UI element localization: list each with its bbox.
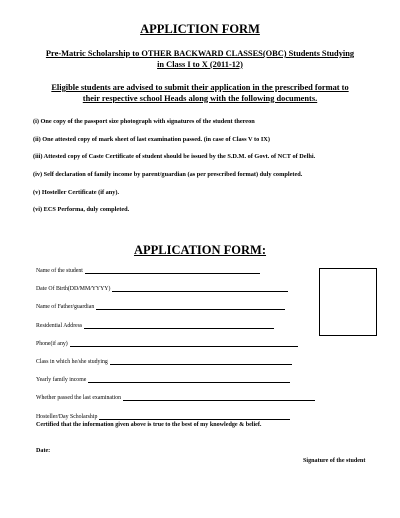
last-exam-line[interactable] xyxy=(123,394,315,401)
field-label: Whether passed the last examination xyxy=(36,395,121,402)
field-family-income xyxy=(36,374,306,383)
family-income-line[interactable] xyxy=(88,376,290,383)
field-student-name xyxy=(36,265,306,274)
instruction-line-1: Eligible students are advised to submit their application in the prescribed format to xyxy=(51,83,349,92)
field-father-guardian xyxy=(36,301,306,310)
scheme-heading xyxy=(30,49,370,70)
field-last-exam xyxy=(36,392,306,401)
signature-label: Signature of the student xyxy=(303,458,366,464)
field-hosteller-day-scholar xyxy=(36,411,306,420)
scheme-heading-line-1: Pre-Matric Scholarship to OTHER BACKWARD CLASSES(OBC) Students Studying xyxy=(45,49,355,58)
phone-line[interactable] xyxy=(70,340,298,347)
page-title: APPLICTION FORM xyxy=(140,22,260,36)
document-item-2: (ii) One attested copy of mark sheet of last examination passed. (in case of Class V to IX) xyxy=(33,135,270,143)
form-fields xyxy=(36,265,306,429)
father-guardian-line[interactable] xyxy=(96,303,285,310)
field-label: Yearly family income xyxy=(36,377,87,384)
scheme-heading-line-2: in Class I to X (2011-12) xyxy=(157,59,243,69)
photo-box xyxy=(319,268,377,336)
document-item-1: (i) One copy of the passport size photograph with signatures of the student thereon xyxy=(33,118,255,125)
date-of-birth-line[interactable] xyxy=(112,285,288,292)
hosteller-day-scholar-line[interactable] xyxy=(99,413,290,420)
date-label: Date: xyxy=(36,448,51,454)
instruction-heading xyxy=(30,83,370,104)
document-item-3: (iii) Attested copy of Caste Certificate of student should be issued by the S.D.M. of Govt. of NCT of Delhi. xyxy=(33,153,316,161)
document-item-6: (vi) ECS Performa, duly completed. xyxy=(33,206,130,214)
field-label: Phone(if any) xyxy=(36,340,68,347)
document-item-5: (v) Hosteller Certificate (if any). xyxy=(33,188,120,196)
field-class xyxy=(36,356,306,365)
field-label: Residential Address xyxy=(36,322,83,329)
field-phone xyxy=(36,338,306,347)
form-title: APPLICATION FORM: xyxy=(133,243,267,257)
certification-statement: Certified that the information given above is true to the best of my knowledge & belief. xyxy=(36,422,262,428)
field-label: Name of the student xyxy=(36,268,83,274)
class-line[interactable] xyxy=(110,358,292,365)
field-date-of-birth xyxy=(36,283,306,292)
residential-address-line[interactable] xyxy=(84,322,274,329)
field-residential-address xyxy=(36,320,306,329)
instruction-line-2: their respective school Heads along with the following documents. xyxy=(82,93,318,103)
field-label: Date Of Birth(DD/MM/YYYY) xyxy=(36,286,111,293)
field-label: Hosteller/Day Scholarship xyxy=(36,413,98,420)
field-label: Class in which he/she studying xyxy=(36,358,108,365)
field-label: Name of Father/guardian xyxy=(36,304,95,311)
documents-list xyxy=(33,118,373,224)
student-name-line[interactable] xyxy=(85,267,260,274)
document-item-4: (iv) Self declaration of family income by parent/guardian (as per prescribed format) duly completed. xyxy=(33,171,303,179)
